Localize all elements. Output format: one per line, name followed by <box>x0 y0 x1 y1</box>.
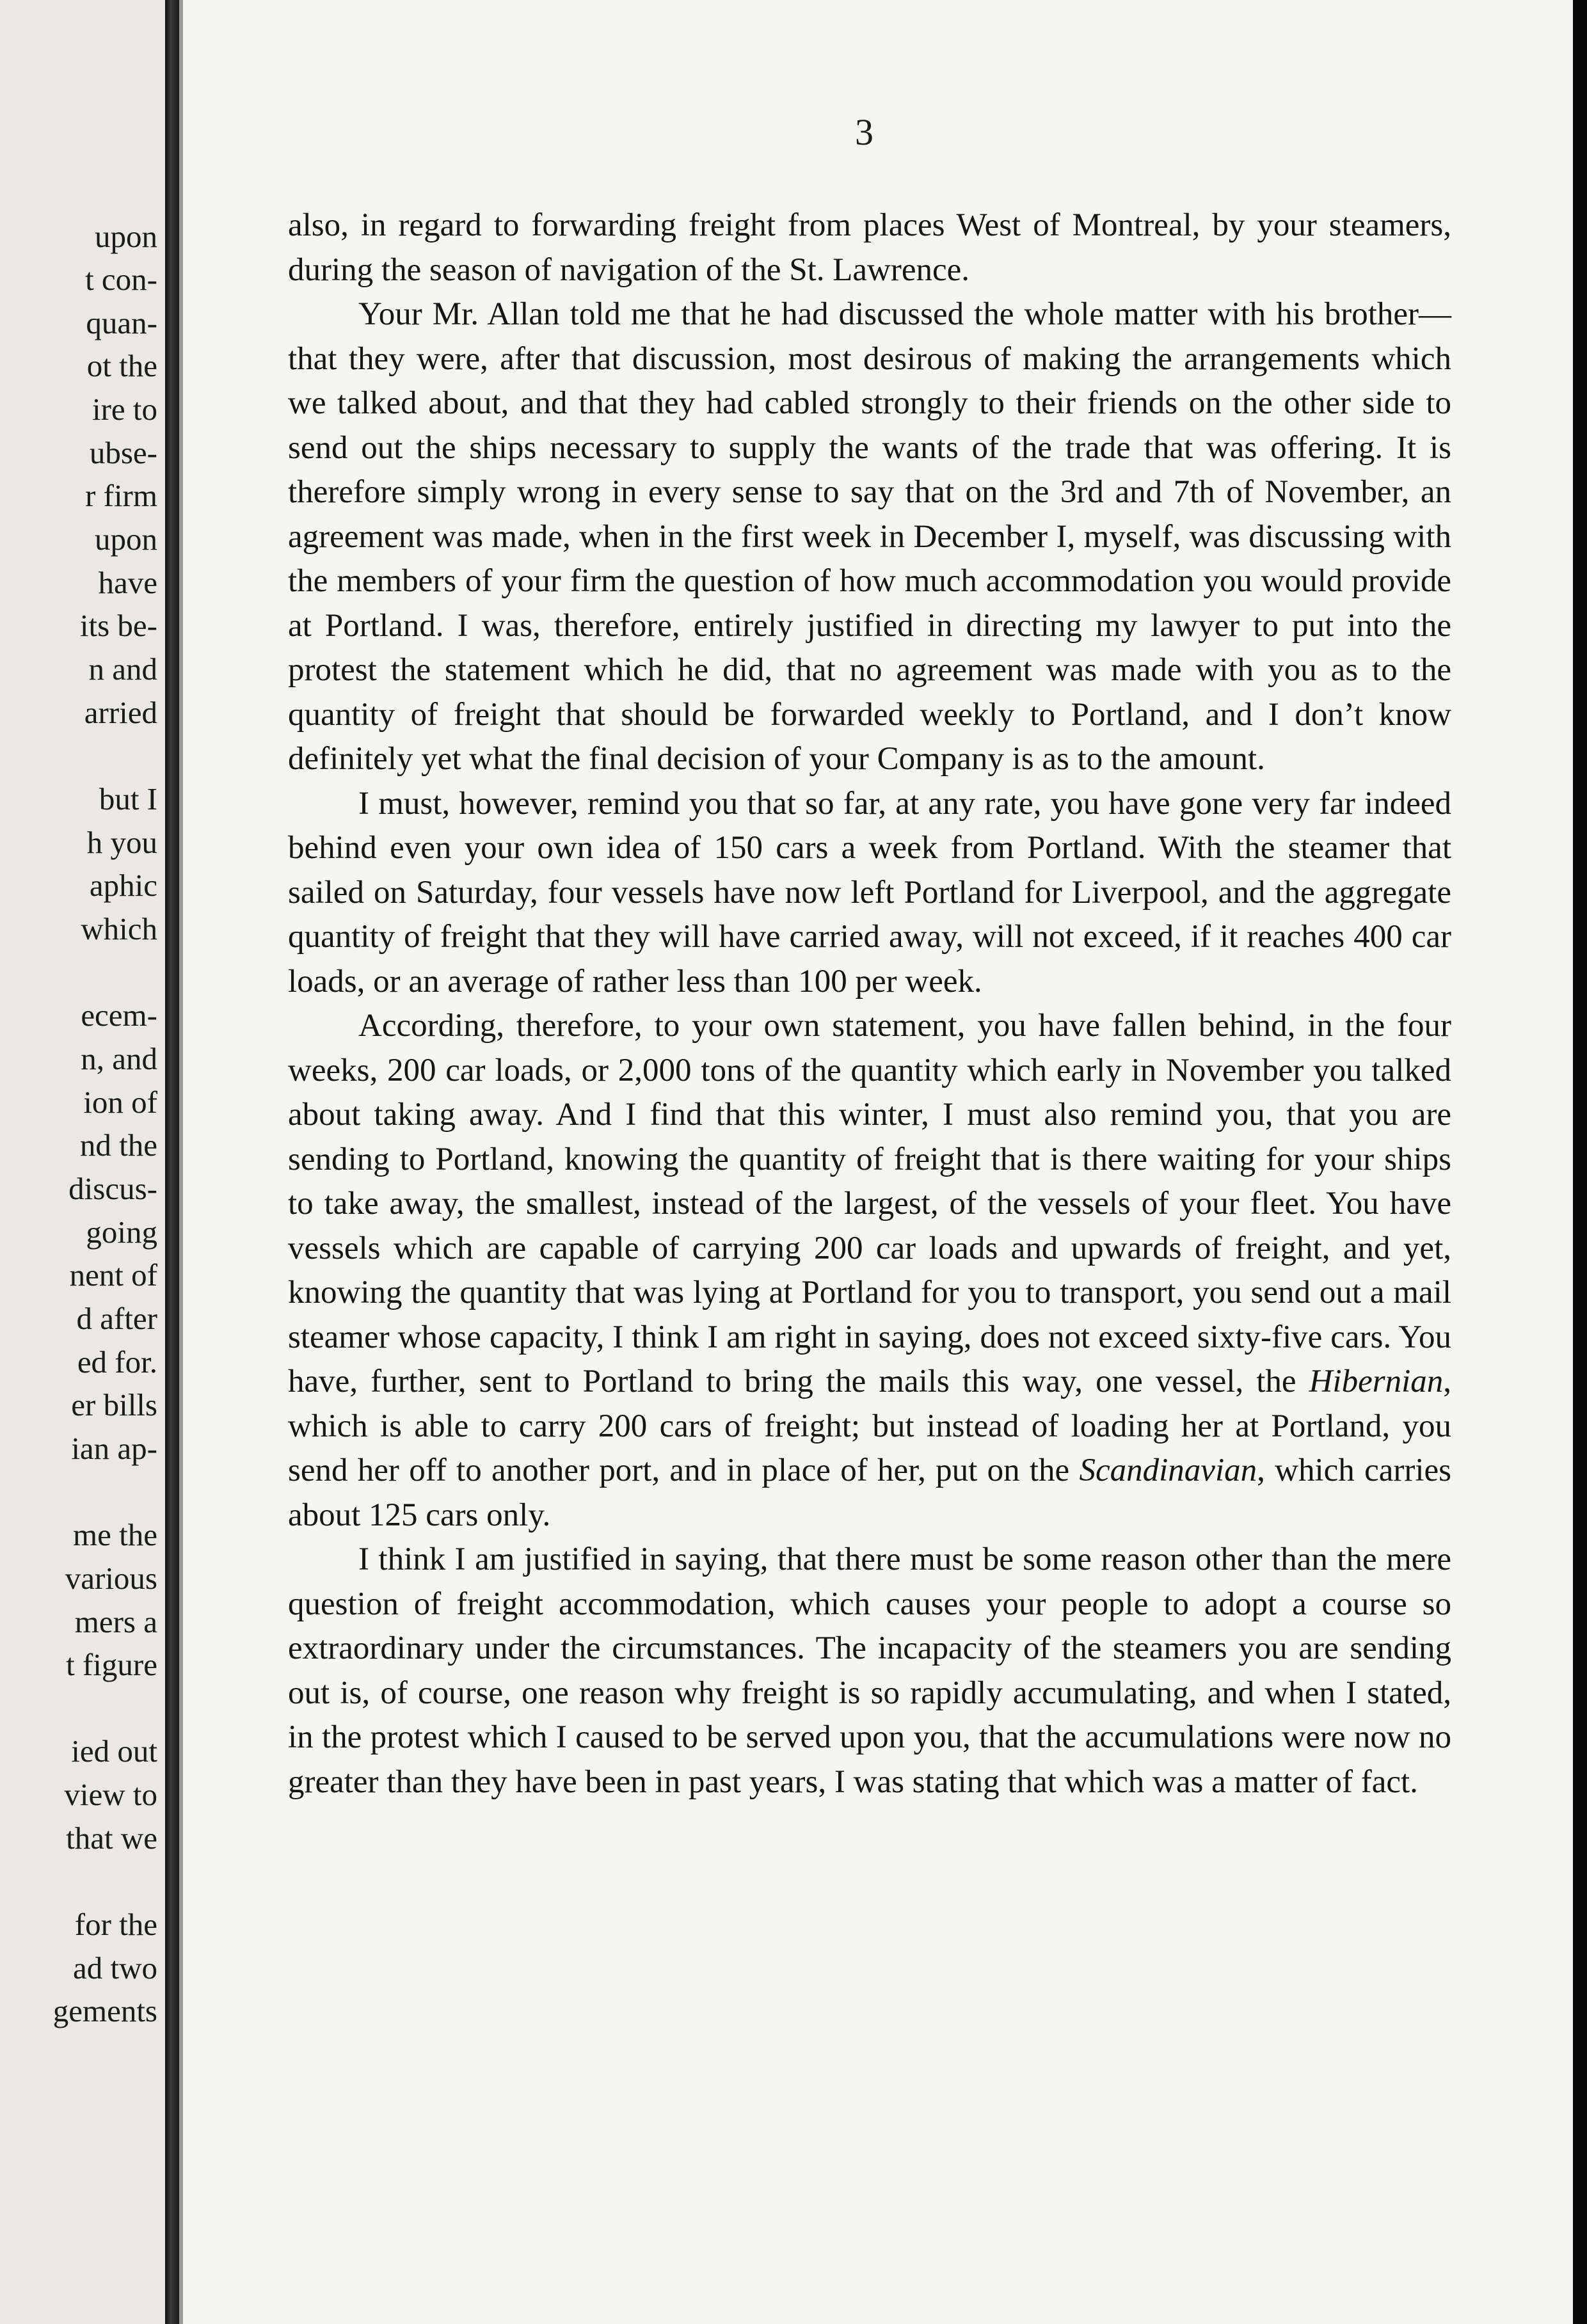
facing-page-text-fragment: upon <box>95 219 157 254</box>
facing-page-text-fragment: nd the <box>79 1127 157 1163</box>
text-run: also, in regard to forwarding freight from places West of Montreal, by your steamers, during the season of navigation of the St. Lawrence. <box>288 207 1451 288</box>
facing-page-text-fragment: ire to <box>92 392 157 427</box>
ship-name: Scandinavian <box>1079 1452 1257 1488</box>
facing-page-text-fragment: h you <box>86 825 157 860</box>
facing-page-text-fragment: aphic <box>89 868 157 903</box>
document-page <box>179 0 1577 2324</box>
facing-page-text-fragment: d after <box>76 1301 157 1336</box>
paragraph <box>288 292 1451 782</box>
book-gutter <box>165 0 179 2324</box>
text-run: I must, however, remind you that so far, at any rate, you have gone very far indeed behind even your own idea of 150 cars a week from Portland. With the steamer that sailed on Saturday, four vessels have now left Portland for Liverpool, and the aggregate quantity of freight that they will have carried away, will not exceed, if it reaches 400 car loads, or an average of rather less than 100 per week. <box>288 785 1451 999</box>
facing-page-text-fragment: ot the <box>86 348 157 383</box>
facing-page-text-fragment: discus- <box>68 1171 157 1206</box>
text-run: , which carries about 125 cars only. <box>288 1452 1451 1533</box>
paragraph <box>288 1004 1451 1538</box>
facing-page-text-fragment: er bills <box>71 1387 157 1422</box>
facing-page-text-fragment: various <box>65 1561 157 1596</box>
facing-page-text-fragment: its be- <box>79 608 157 643</box>
paragraph <box>288 1538 1451 1804</box>
text-run: , which is able to carry 200 cars of freight; but instead of loading her at Portland, you send her off to another port, and in place of her, put on the <box>288 1364 1451 1488</box>
facing-page-text-fragment: ion of <box>83 1085 157 1120</box>
ship-name: Hibernian <box>1309 1364 1444 1399</box>
paragraph <box>288 203 1451 292</box>
facing-page-text-fragment: for the <box>74 1907 157 1942</box>
facing-page-text-fragment: quan- <box>86 305 157 340</box>
facing-page-text-fragment: that we <box>66 1820 157 1856</box>
facing-page-text-fragment: ad two <box>73 1950 157 1986</box>
facing-page-text-fragment: r firm <box>85 478 157 513</box>
page-number: 3 <box>855 111 873 153</box>
text-run: I think I am justified in saying, that there must be some reason other than the mere question of freight accommodation, which causes your people to adopt a course so extraordinary under the circumstances. The incapacity of the steamers you are sending out is, of course, one reason why freight is so rapidly accumulating, and when I stated, in the protest which I caused to be served upon you, that the accumulations were now no greater than they have been in past years, I was stating that which was a matter of fact. <box>288 1541 1451 1800</box>
facing-page-text-fragment: upon <box>95 521 157 557</box>
facing-page-text-fragment: have <box>98 565 157 600</box>
facing-page-text-fragment: ed for. <box>77 1344 157 1380</box>
facing-page-text-fragment: n, and <box>81 1041 157 1076</box>
scan-edge <box>1573 0 1587 2324</box>
facing-page-text-fragment: ied out <box>71 1733 157 1769</box>
facing-page-text-fragment: ecem- <box>81 998 157 1033</box>
text-run: Your Mr. Allan told me that he had discussed the whole matter with his brother—that they were, after that discussion, most desirous of making the arrangements which we talked about, and that they had cabled strongly to their friends on the other side to send out the ships necessary to supply the wants of the trade that was offering. It is therefore simply wrong in every sense to say that on the 3rd and 7th of November, an agreement was made, when in the first week in December I, myself, was discussing with the members of your firm the question of how much accommodation you would provide at Portland. I was, therefore, entirely justified in directing my lawyer to put into the protest the statement which he did, that no agreement was made with you as to the quantity of freight that should be forwarded weekly to Portland, and I don’t know definitely yet what the final decision of your Company is as to the amount. <box>288 296 1451 777</box>
facing-page-text-fragment: mers a <box>74 1604 157 1639</box>
facing-page-text-fragment: t figure <box>66 1647 157 1682</box>
facing-page-text-fragment: nent of <box>69 1257 157 1293</box>
text-run: According, therefore, to your own statement, you have fallen behind, in the four weeks, 200 car loads, or 2,000 tons of the quantity which early in November you talked about taking away. And I find that this winter, I must also remind you, that you are sending to Portland, knowing the quantity of freight that is there waiting for your ships to take away, the smallest, instead of the largest, of the vessels of your fleet. You have vessels which are capable of carrying 200 car loads and upwards of freight, and yet, knowing the quantity that was lying at Portland for you to transport, you send out a mail steamer whose capacity, I think I am right in saying, does not exceed sixty-five cars. You have, further, sent to Portland to bring the mails this way, one vessel, the <box>288 1008 1451 1399</box>
facing-page-text-fragment: view to <box>64 1777 157 1812</box>
facing-page-text-fragment: ian ap- <box>71 1431 157 1466</box>
facing-page-text-fragment: going <box>86 1214 157 1250</box>
facing-page-text-fragment: but I <box>99 781 157 816</box>
facing-page-text-fragment: gements <box>52 1993 157 2028</box>
facing-page-text-fragment: me the <box>73 1517 157 1552</box>
paragraph <box>288 782 1451 1005</box>
body-text <box>288 203 1451 1804</box>
facing-page-text-fragment: n and <box>88 651 157 687</box>
facing-page-text-fragment: arried <box>84 695 157 730</box>
facing-page-text-fragment: which <box>81 911 157 946</box>
facing-page-fragment <box>0 0 165 2324</box>
facing-page-text-fragment: t con- <box>85 262 157 297</box>
facing-page-text-fragment: ubse- <box>89 435 157 470</box>
